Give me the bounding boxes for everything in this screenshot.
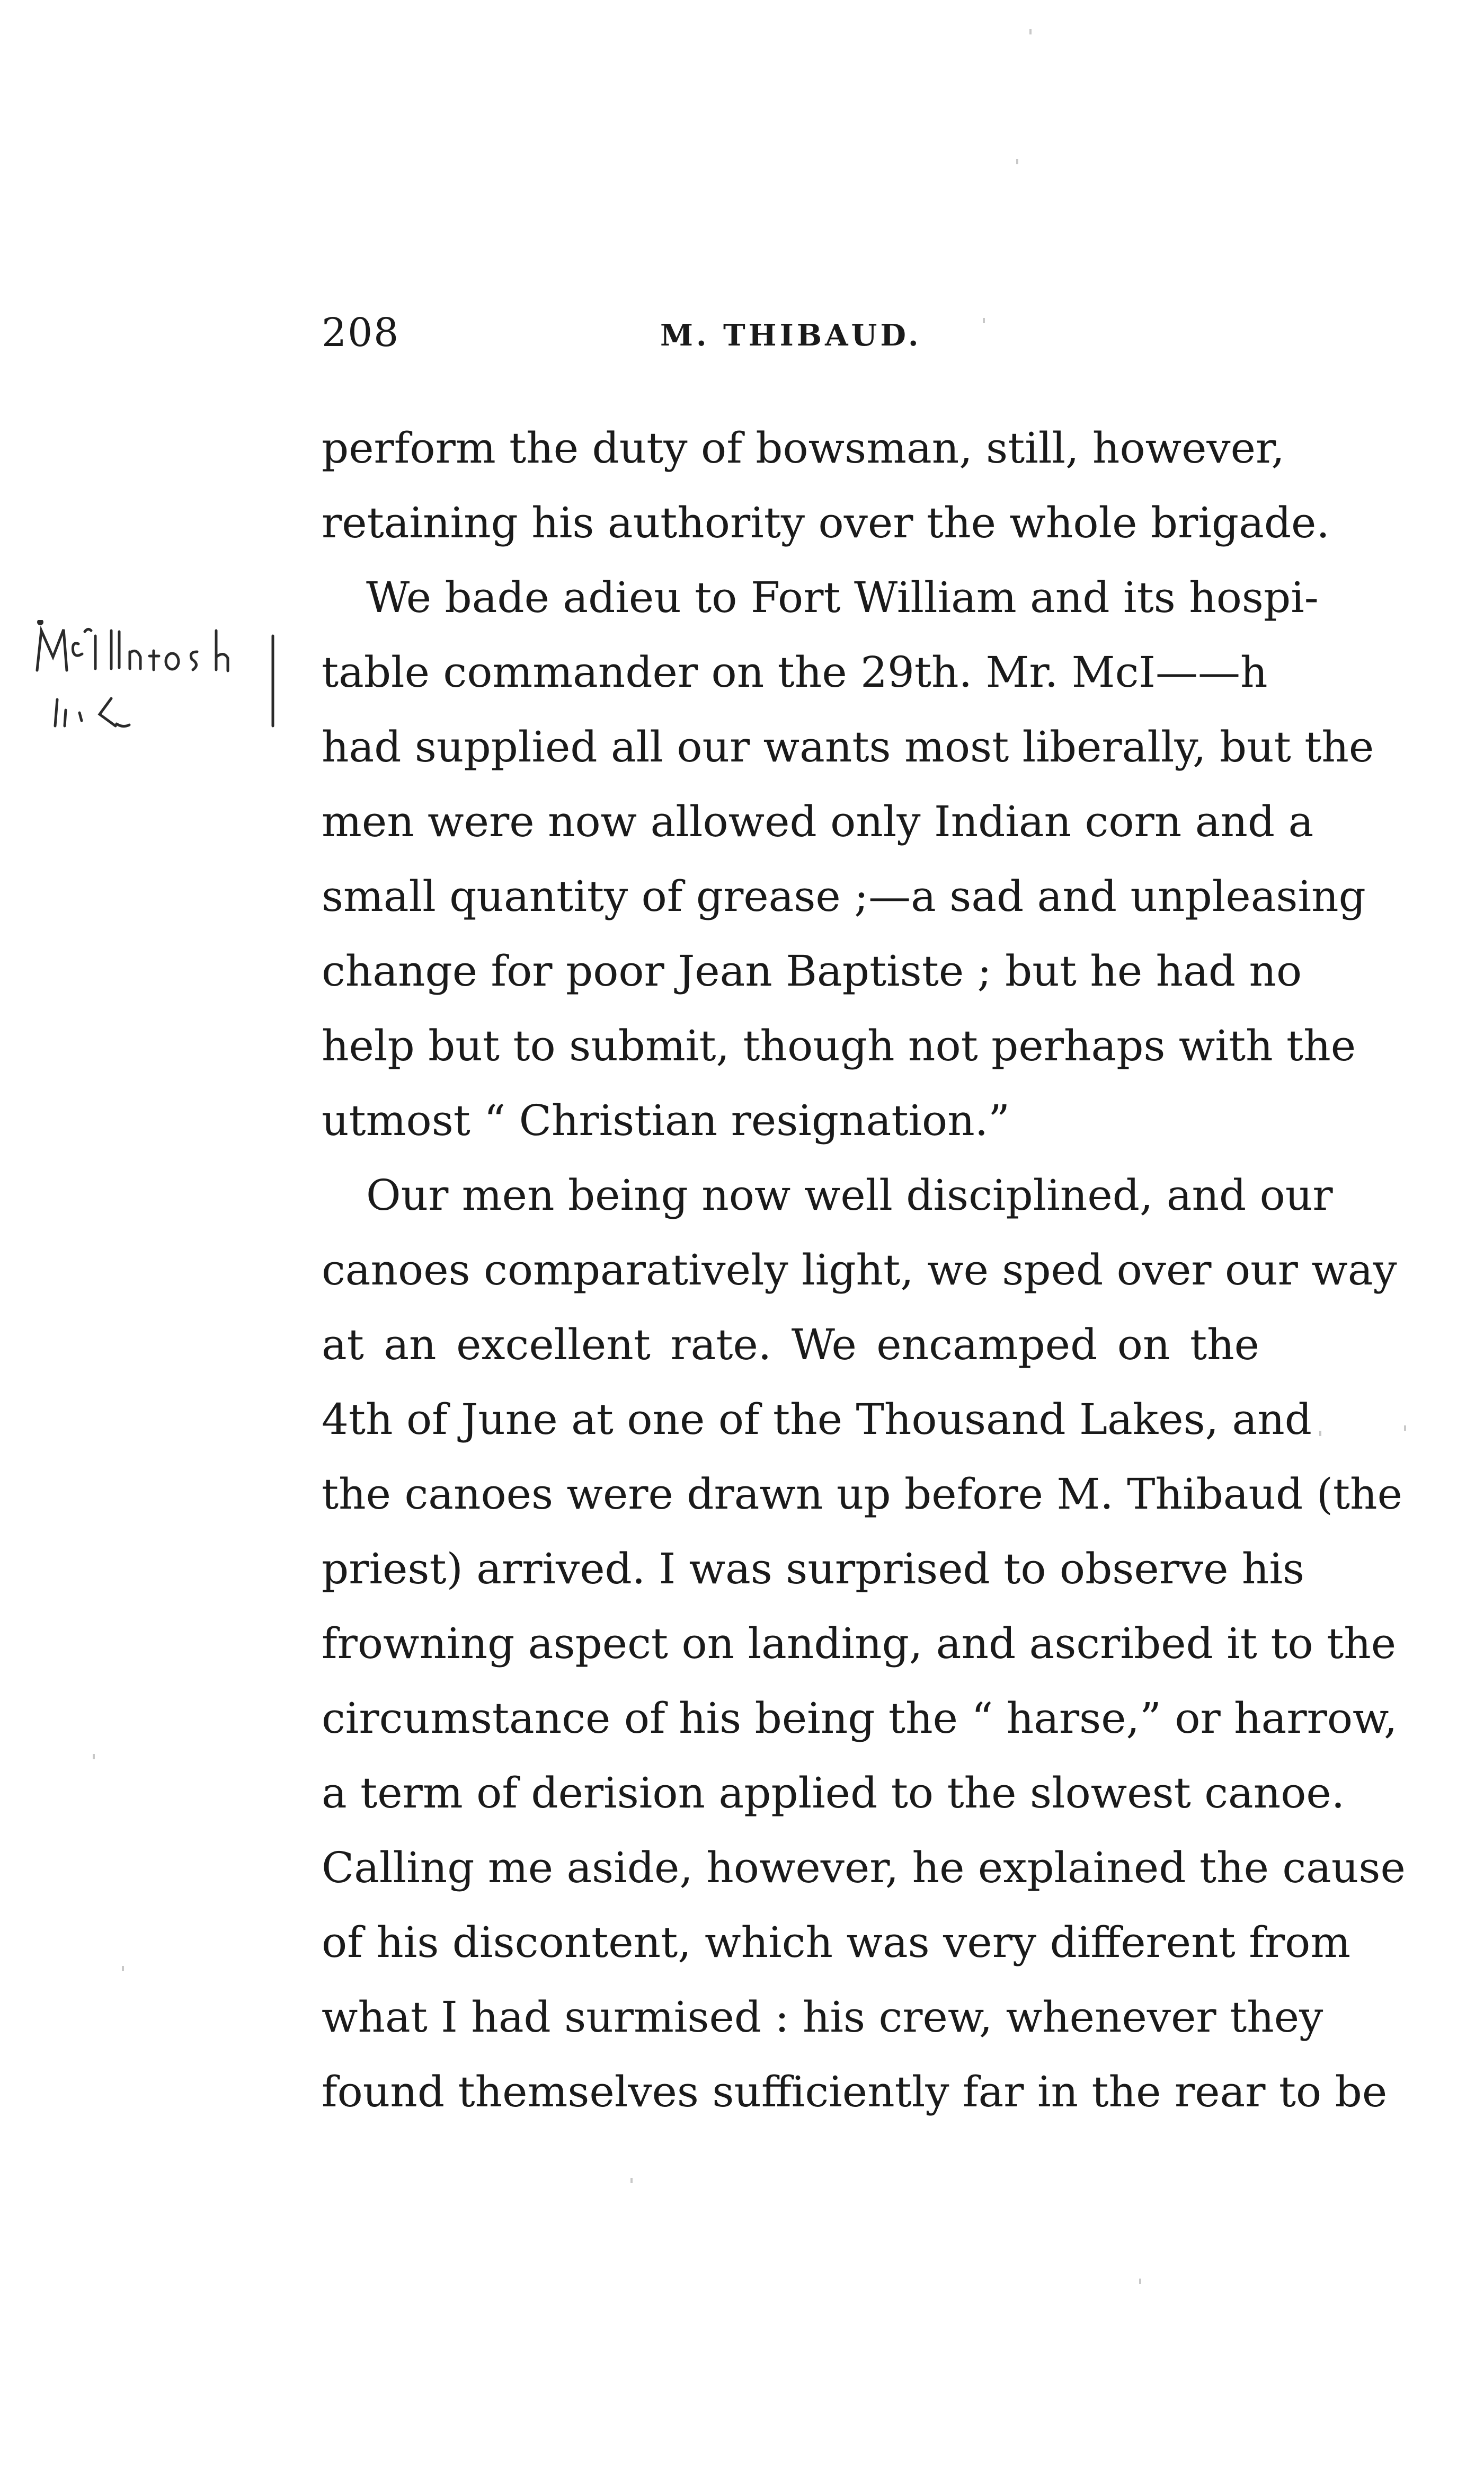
- text-line: canoes comparatively light, we sped over our way: [322, 1245, 1397, 1295]
- handwritten-margin-note-icon: [32, 620, 281, 737]
- paper-speck: [1319, 1431, 1321, 1436]
- paper-speck: [1139, 2279, 1141, 2284]
- text-line: We bade adieu to Fort William and its hospi-: [366, 573, 1319, 622]
- text-line: 4th of June at one of the Thousand Lakes, and: [322, 1395, 1312, 1444]
- text-line: at an excellent rate. We encamped on the: [322, 1320, 1259, 1369]
- margin-note: [32, 620, 281, 737]
- paper-speck: [630, 2178, 633, 2183]
- text-line: small quantity of grease ;—a sad and unpleasing: [322, 872, 1366, 921]
- text-line: table commander on the 29th. Mr. McI——h: [322, 648, 1268, 697]
- paper-speck: [1016, 159, 1018, 164]
- paper-speck: [122, 1966, 124, 1971]
- paper-speck: [1029, 29, 1032, 34]
- paper-speck: [983, 318, 985, 323]
- text-line: what I had surmised : his crew, whenever they: [322, 1992, 1323, 2042]
- text-line: Calling me aside, however, he explained the cause: [322, 1843, 1406, 1892]
- body-text: [322, 411, 1406, 2129]
- text-line: the canoes were drawn up before M. Thibaud (the: [322, 1469, 1402, 1519]
- paper-speck: [1404, 1425, 1406, 1431]
- text-line: men were now allowed only Indian corn and a: [322, 797, 1314, 846]
- text-line: perform the duty of bowsman, still, however,: [322, 423, 1285, 473]
- text-line: Our men being now well disciplined, and our: [366, 1171, 1333, 1220]
- text-line: frowning aspect on landing, and ascribed it to the: [322, 1619, 1397, 1668]
- text-line: had supplied all our wants most liberally, but the: [322, 722, 1374, 772]
- text-line: circumstance of his being the “ harse,” or harrow,: [322, 1694, 1398, 1743]
- paper-speck: [93, 1754, 95, 1759]
- text-line: change for poor Jean Baptiste ; but he had no: [322, 946, 1302, 996]
- text-line: a term of derision applied to the slowest canoe.: [322, 1768, 1345, 1818]
- text-line: of his discontent, which was very different from: [322, 1918, 1351, 1967]
- page-number: 208: [322, 310, 400, 356]
- text-line: help but to submit, though not perhaps with the: [322, 1021, 1356, 1070]
- text-line: utmost “ Christian resignation.”: [322, 1096, 1010, 1145]
- running-title: M. THIBAUD.: [660, 318, 922, 353]
- text-line: retaining his authority over the whole brigade.: [322, 498, 1330, 547]
- text-line: priest) arrived. I was surprised to observe his: [322, 1544, 1305, 1593]
- text-line: found themselves sufficiently far in the rear to be: [322, 2067, 1388, 2116]
